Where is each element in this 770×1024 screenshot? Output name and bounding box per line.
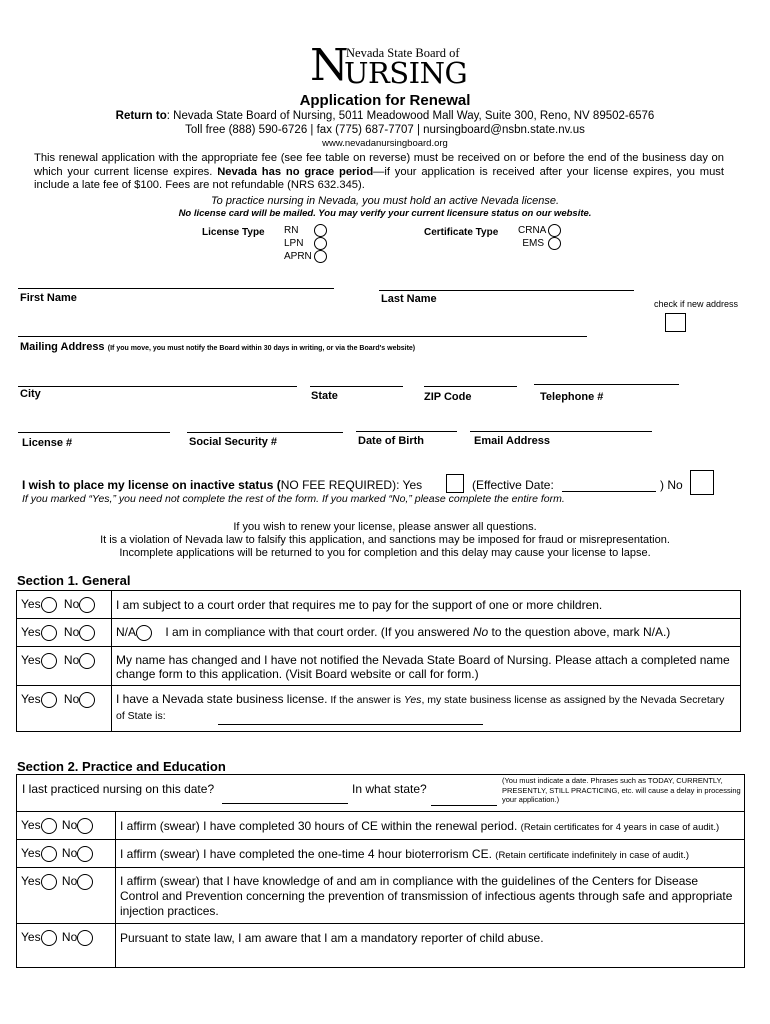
section1-q1-text: I am subject to a court order that requires me to pay for the support of one or more children.: [112, 591, 741, 619]
notice-line-2: It is a violation of Nevada law to falsify this application, and sanctions may be imposed for fraud or misrepresentation.: [100, 534, 670, 546]
certificate-type-label: Certificate Type: [424, 227, 499, 238]
cdc-yes-radio[interactable]: [41, 874, 57, 890]
contact-phones: Toll free (888) 590-6726 | fax (775) 687-7707 | nursingboard@nsbn.state.nv.us: [185, 124, 585, 136]
q2-yes-radio[interactable]: [41, 625, 57, 641]
notice-line-3: Incomplete applications will be returned to you for completion and this delay may cause your license to lapse.: [119, 547, 651, 559]
section2-q2-answers: [17, 840, 116, 868]
bioterrorism-yes-radio[interactable]: [41, 846, 57, 862]
ce-text: I affirm (swear) I have completed 30 hours of CE within the renewal period.: [120, 819, 518, 833]
section2-title: Section 2. Practice and Education: [17, 759, 226, 774]
dob-line[interactable]: [356, 431, 457, 432]
section1-q2-text: [112, 619, 741, 647]
q4-text-c: , my state business license as assigned by the Nevada Secretary of State is:: [116, 694, 725, 722]
practice-state-line[interactable]: [431, 805, 497, 806]
intro-text-a: This renewal application with the appropriate fee (see fee table on reverse) must be received on or before the end of the business day on which your current license expires.: [34, 152, 724, 178]
certificate-type-options: [518, 224, 561, 250]
q4-text-yes: Yes: [403, 694, 422, 706]
q4-text-a: I have a Nevada state business license.: [116, 692, 328, 706]
inactive-status-bold: I wish to place my license on inactive status (: [22, 478, 281, 492]
yes-label: Yes: [21, 625, 41, 640]
yes-label: Yes: [21, 930, 41, 945]
q2-text-no: No: [472, 625, 489, 640]
section2-q1-answers: [17, 812, 116, 840]
section2-table: [16, 774, 745, 968]
yes-label: Yes: [21, 874, 41, 889]
ems-radio[interactable]: [548, 237, 561, 250]
certificate-option-crna[interactable]: [518, 224, 561, 237]
last-practiced-label: I last practiced nursing on this date?: [22, 782, 215, 796]
cdc-no-radio[interactable]: [77, 874, 93, 890]
intro-paragraph: [34, 152, 724, 193]
certificate-option-crna-label: CRNA: [518, 225, 547, 237]
q4-text-b: If the answer is: [327, 694, 404, 706]
return-to: [0, 110, 770, 122]
intro-italic-1: To practice nursing in Nevada, you must hold an active Nevada license.: [210, 195, 560, 207]
license-option-aprn-label: APRN: [284, 251, 312, 263]
section2-row: [17, 868, 745, 924]
yes-label: Yes: [21, 692, 41, 707]
ce-no-radio[interactable]: [77, 818, 93, 834]
section2-practice-row: [17, 775, 745, 812]
q1-no-radio[interactable]: [79, 597, 95, 613]
section1-q4-answers: [17, 686, 112, 732]
new-address-checkbox[interactable]: [665, 313, 686, 332]
state-label: State: [311, 390, 338, 402]
state-line[interactable]: [310, 386, 403, 387]
inactive-yes-checkbox[interactable]: [446, 474, 464, 493]
reporter-no-radio[interactable]: [77, 930, 93, 946]
no-label: No: [63, 653, 80, 668]
return-to-address: : Nevada State Board of Nursing, 5011 Meadowood Mall Way, Suite 300, Reno, NV 89502-6576: [166, 110, 655, 122]
section2-q3-answers: [17, 868, 116, 924]
section2-row: [17, 812, 745, 840]
no-label: No: [63, 597, 80, 612]
notice-line-1: If you wish to renew your license, please answer all questions.: [233, 521, 537, 533]
return-to-label: Return to: [115, 110, 167, 122]
ssn-label: Social Security #: [189, 436, 278, 448]
city-label: City: [20, 388, 41, 400]
section2-q4-text: Pursuant to state law, I am aware that I am a mandatory reporter of child abuse.: [116, 924, 745, 968]
section2-q3-text: I affirm (swear) that I have knowledge of and am in compliance with the guidelines of the Centers for Disease Control and Prevention concerning the prevention of transmission of infectious agents through safe and appropriate injection practices.: [116, 868, 745, 924]
effective-date-label: (Effective Date:: [472, 478, 554, 492]
q2-no-radio[interactable]: [79, 625, 95, 641]
no-label: No: [61, 930, 78, 945]
zip-label: ZIP Code: [424, 391, 472, 403]
no-label: No: [61, 846, 78, 861]
no-label: No: [61, 818, 78, 833]
license-number-line[interactable]: [18, 432, 170, 433]
logo-rest: URSING: [344, 56, 468, 90]
page-title: Application for Renewal: [299, 92, 471, 109]
license-type-options: [284, 224, 327, 263]
first-name-label: First Name: [20, 292, 77, 304]
inactive-no-checkbox[interactable]: [690, 470, 714, 495]
section1-title: Section 1. General: [17, 573, 131, 588]
q4-yes-radio[interactable]: [41, 692, 57, 708]
q3-no-radio[interactable]: [79, 653, 95, 669]
board-logo: [310, 40, 470, 91]
license-option-rn-label: RN: [284, 225, 299, 237]
section2-q4-answers: [17, 924, 116, 968]
section2-row: [17, 840, 745, 868]
what-state-label: In what state?: [352, 782, 427, 796]
q4-no-radio[interactable]: [79, 692, 95, 708]
last-name-label: Last Name: [381, 293, 437, 305]
city-line[interactable]: [18, 386, 297, 387]
license-option-aprn[interactable]: [284, 250, 327, 263]
na-label: N/A: [116, 625, 137, 640]
bioterrorism-no-radio[interactable]: [77, 846, 93, 862]
logo-line1: Nevada State Board of: [346, 46, 460, 60]
inactive-note: If you marked “Yes,” you need not complete the rest of the form. If you marked “No,” please complete the entire form.: [22, 493, 565, 505]
section1-row: [17, 647, 741, 686]
yes-label: Yes: [21, 597, 41, 612]
intro-text-b: —if your application is received after your license expires, you must include a late fee of $100. Fees are not refundable (NRS 632.345).: [34, 165, 724, 191]
ce-yes-radio[interactable]: [41, 818, 57, 834]
no-label: No: [61, 874, 78, 889]
q1-yes-radio[interactable]: [41, 597, 57, 613]
last-name-line[interactable]: [379, 290, 634, 291]
business-license-line[interactable]: [218, 724, 483, 725]
logo-big-n: N: [310, 40, 347, 91]
rn-radio[interactable]: [314, 224, 327, 237]
q2-text-b: to the question above, mark N/A.): [488, 625, 671, 640]
dob-label: Date of Birth: [358, 435, 424, 447]
license-option-rn[interactable]: [284, 224, 327, 237]
zip-line[interactable]: [424, 386, 517, 387]
effective-date-line[interactable]: [562, 491, 656, 492]
date-note: (You must indicate a date. Phrases such as TODAY, CURRENTLY, PRESENTLY, STILL PRACTICING, etc. will cause a delay in processing your application.): [502, 776, 741, 804]
section2-q1-text: [116, 812, 745, 840]
no-label: No: [63, 625, 80, 640]
section1-q3-text: My name has changed and I have not notified the Nevada State Board of Nursing. Please attach a completed name change form to this application. (Visit Board website or call for form.): [112, 647, 741, 686]
yes-label: Yes: [21, 818, 41, 833]
q2-text-a: I am in compliance with that court order. (If you answered: [165, 625, 473, 640]
email-line[interactable]: [470, 431, 652, 432]
section2-q2-text: [116, 840, 745, 868]
certificate-option-ems-label: EMS: [522, 238, 544, 250]
telephone-label: Telephone #: [540, 391, 604, 403]
section1-q1-answers: [17, 591, 112, 619]
section2-practice-cell: [17, 775, 745, 812]
crna-radio[interactable]: [548, 224, 561, 237]
first-name-line[interactable]: [18, 288, 334, 289]
license-type-label: License Type: [202, 227, 265, 238]
certificate-option-ems[interactable]: [518, 237, 561, 250]
mailing-address-note: (If you move, you must notify the Board within 30 days in writing, or via the Board's website): [107, 345, 416, 352]
mailing-address: [20, 341, 415, 353]
bioterrorism-note: (Retain certificate indefinitely in case of audit.): [495, 850, 690, 861]
ce-note: (Retain certificates for 4 years in case of audit.): [520, 822, 720, 833]
lpn-radio[interactable]: [314, 237, 327, 250]
reporter-yes-radio[interactable]: [41, 930, 57, 946]
email-label: Email Address: [474, 435, 551, 447]
section1-row: [17, 591, 741, 619]
intro-grace-period: Nevada has no grace period: [217, 165, 374, 178]
section1-q3-answers: [17, 647, 112, 686]
license-number-label: License #: [22, 437, 73, 449]
license-option-lpn[interactable]: [284, 237, 327, 250]
mailing-address-line[interactable]: [18, 336, 587, 337]
yes-label: Yes: [21, 653, 41, 668]
q3-yes-radio[interactable]: [41, 653, 57, 669]
license-option-lpn-label: LPN: [284, 238, 304, 250]
no-label: No: [63, 692, 80, 707]
telephone-line[interactable]: [534, 384, 679, 385]
mailing-address-label: Mailing Address: [20, 341, 105, 353]
bioterrorism-text: I affirm (swear) I have completed the one-time 4 hour bioterrorism CE.: [120, 847, 492, 861]
inactive-no-label: ) No: [660, 478, 683, 492]
yes-label: Yes: [21, 846, 41, 861]
ssn-line[interactable]: [187, 432, 343, 433]
website: www.nevadanursingboard.org: [322, 138, 448, 149]
section1-table: [16, 590, 741, 732]
inactive-status-line: [22, 478, 422, 492]
inactive-status-normal: NO FEE REQUIRED): Yes: [280, 478, 423, 492]
section2-row: [17, 924, 745, 968]
q2-na-radio[interactable]: [136, 625, 152, 641]
intro-italic-2: No license card will be mailed. You may verify your current licensure status on our website.: [178, 208, 592, 219]
section1-row: [17, 619, 741, 647]
last-practiced-date-line[interactable]: [222, 803, 348, 804]
section1-q2-answers: [17, 619, 112, 647]
aprn-radio[interactable]: [314, 250, 327, 263]
check-new-address-label: check if new address: [654, 299, 739, 309]
